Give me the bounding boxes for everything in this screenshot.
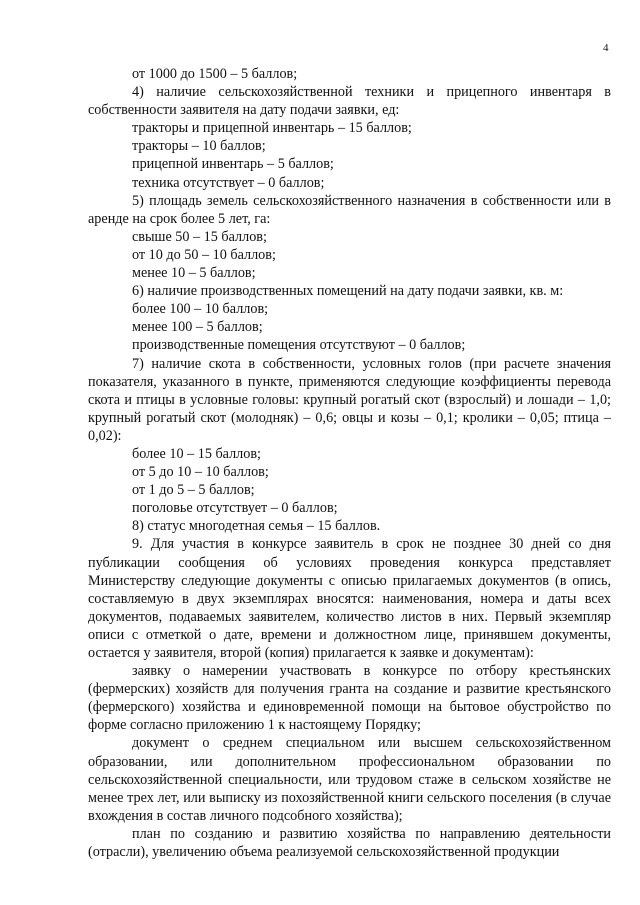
criterion-item: от 5 до 10 – 10 баллов;: [132, 464, 269, 481]
criterion-item: менее 10 – 5 баллов;: [132, 265, 256, 282]
criterion-heading: 5) площадь земель сельскохозяйственного назначения в собственности или в аренде на срок более 5 лет, га:: [88, 192, 611, 227]
criterion-item: прицепной инвентарь – 5 баллов;: [132, 156, 334, 173]
criterion-item: тракторы – 10 баллов;: [132, 138, 266, 155]
criterion-item: от 1000 до 1500 – 5 баллов;: [132, 66, 298, 82]
criterion-heading: 6) наличие производственных помещений на дату подачи заявки, кв. м:: [132, 283, 564, 300]
document-list-item: заявку о намерении участвовать в конкурсе по отбору крестьянских (фермерских) хозяйств для получения гранта на создание и развитие крестьянского (фермерского) хозяйства и единовременной помощи на бытовое обустройство по форме согласно приложению 1 к настоящему Порядку;: [88, 663, 611, 734]
section-paragraph: 9. Для участия в конкурсе заявитель в срок не позднее 30 дней со дня публикации сообщения об условиях проведения конкурса представляет Министерству следующие документы с описью прилагаемых документов (в опись, составляемую в двух экземплярах вносятся: наименования, номера и даты всех документов, подаваемых заявителем, количество листов в них. Первый экземпляр описи с отметкой о дате, времени и должностном лице, принявшем документы, остается у заявителя, второй (копия) прилагается к заявке и документам):: [88, 536, 611, 661]
criterion-item: более 100 – 10 баллов;: [132, 301, 269, 318]
criterion-item: поголовье отсутствует – 0 баллов;: [132, 500, 338, 517]
criterion-item: от 1 до 5 – 5 баллов;: [132, 482, 255, 499]
criterion-item: техника отсутствует – 0 баллов;: [132, 174, 325, 191]
criterion-item: менее 100 – 5 баллов;: [132, 319, 263, 336]
criterion-item: свыше 50 – 15 баллов;: [132, 228, 267, 245]
criterion-heading: 7) наличие скота в собственности, условных голов (при расчете значения показателя, указанного в пункте, применяются следующие коэффициенты перевода скота и птицы в условные головы: крупный рогатый скот (взрослый) и лошади – 1,0; крупный рогатый скот (молодняк) – 0,6; овцы и козы – 0,1; кролики – 0,05; птица – 0,02):: [88, 355, 611, 444]
document-list-item: документ о среднем специальном или высшем сельскохозяйственном образовании, или дополнительном профессиональном образовании по сельскохозяйственной специальности, или трудовом стаже в сельском хозяйстве не менее трех лет, или выписку из похозяйственной книги сельского поселения (в случае вхождения в состав личного подсобного хозяйства);: [88, 735, 611, 824]
criterion-heading: 4) наличие сельскохозяйственной техники и прицепного инвентаря в собственности заявителя на дату подачи заявки, ед:: [88, 84, 611, 119]
criterion-item: тракторы и прицепной инвентарь – 15 баллов;: [132, 120, 412, 137]
page-number: 4: [603, 42, 609, 54]
criterion-item: производственные помещения отсутствуют – 0 баллов;: [132, 337, 466, 354]
document-body: [88, 65, 611, 861]
criterion-item: от 10 до 50 – 10 баллов;: [132, 246, 276, 263]
document-list-item: план по созданию и развитию хозяйства по направлению деятельности (отрасли), увеличению объема реализуемой сельскохозяйственной продукции: [88, 825, 611, 861]
criterion-item: более 10 – 15 баллов;: [132, 445, 261, 462]
criterion-heading: 8) статус многодетная семья – 15 баллов.: [132, 518, 381, 535]
